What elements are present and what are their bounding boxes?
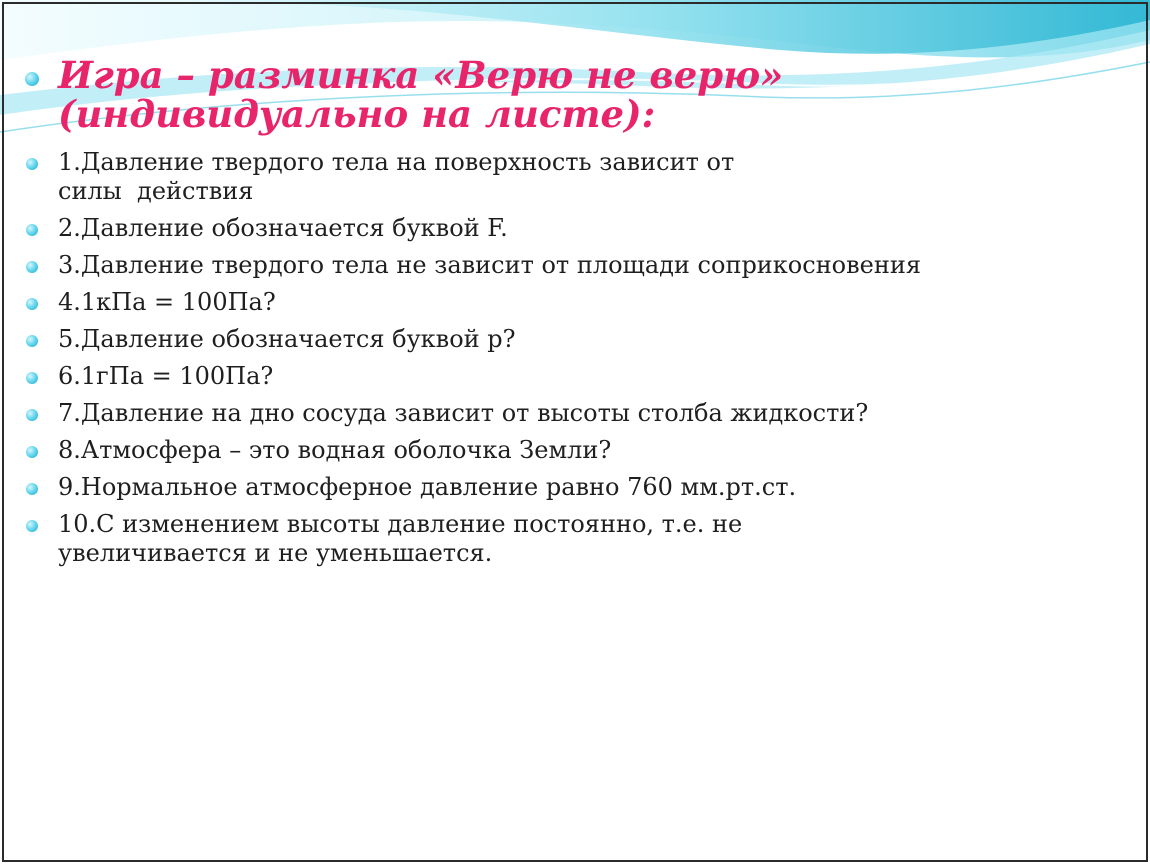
list-item-text: 10.С изменением высоты давление постоянно, т.е. не [58, 510, 743, 538]
list-item [20, 214, 1120, 243]
bullet-icon [26, 520, 38, 532]
bullet-icon [26, 483, 38, 495]
list-item [20, 325, 1120, 354]
list-item [20, 148, 1120, 206]
list-item [20, 251, 1120, 280]
list-item-text: увеличивается и не уменьшается. [58, 539, 493, 567]
list-item [20, 362, 1120, 391]
list-item [20, 436, 1120, 465]
list-item-text: 8.Атмосфера – это водная оболочка Земли? [58, 436, 612, 464]
list-item-text: 4.1кПа = 100Па? [58, 288, 276, 316]
bullet-icon [26, 335, 38, 347]
slide-title [20, 53, 1120, 136]
list-item-text: 9.Нормальное атмосферное давление равно 760 мм.рт.ст. [58, 473, 797, 501]
bullet-icon [26, 372, 38, 384]
bullet-icon [26, 261, 38, 273]
bullet-icon [26, 446, 38, 458]
list-item-text: 7.Давление на дно сосуда зависит от высоты столба жидкости? [58, 399, 869, 427]
statement-list [20, 148, 1120, 568]
list-item-text: 1.Давление твердого тела на поверхность зависит от [58, 148, 735, 176]
bullet-icon [26, 224, 38, 236]
list-item-text: силы действия [58, 177, 254, 205]
list-item [20, 399, 1120, 428]
bullet-icon [26, 158, 38, 170]
slide-content [20, 53, 1120, 576]
list-item-text: 2.Давление обозначается буквой F. [58, 214, 508, 242]
list-item-text: 6.1гПа = 100Па? [58, 362, 274, 390]
list-item [20, 288, 1120, 317]
list-item [20, 510, 1120, 568]
bullet-icon [26, 409, 38, 421]
bullet-icon [25, 72, 39, 86]
list-item [20, 473, 1120, 502]
list-item-text: 5.Давление обозначается буквой p? [58, 325, 516, 353]
bullet-icon [26, 298, 38, 310]
list-item-text: 3.Давление твердого тела не зависит от площади соприкосновения [58, 251, 921, 279]
title-line-1: Игра – разминка «Верю не верю» [58, 53, 784, 97]
title-line-2: (индивидуально на листе): [58, 92, 656, 136]
